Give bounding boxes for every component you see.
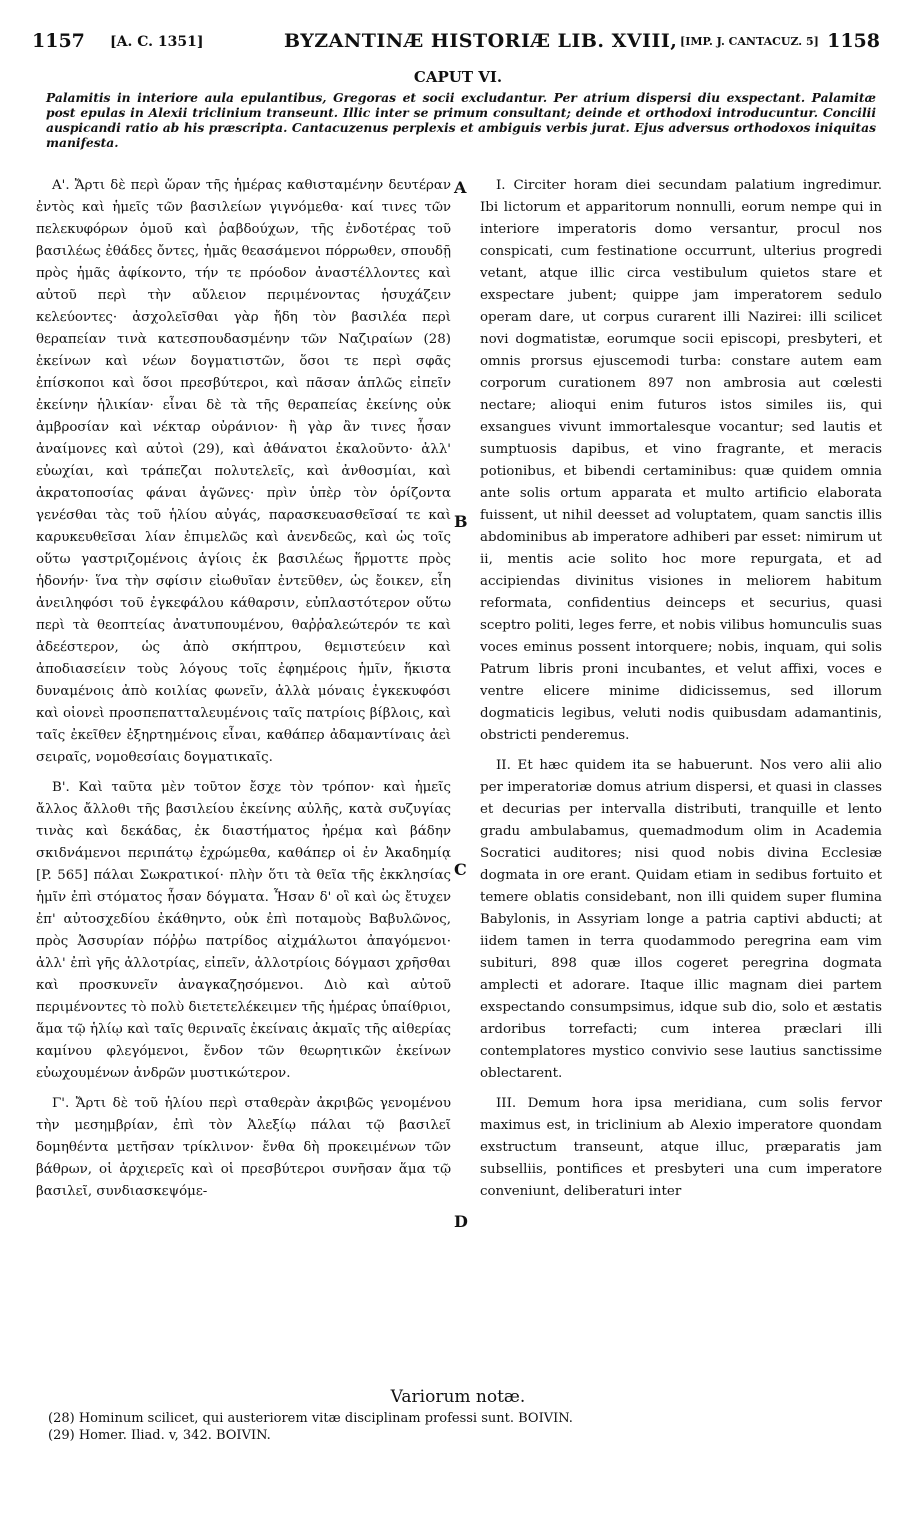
greek-column xyxy=(36,175,451,1375)
page-number-left: 1157 xyxy=(32,30,85,52)
latin-paragraph-3: III. Demum hora ipsa meridiana, cum solis fervor maximus est, in triclinium ab Alexio imperatore quondam exstructum transeunt, atque illuc, præparatis jam subselliis, pontifices et presbyteri una cum imperatore conveniunt, deliberaturi inter xyxy=(480,1096,882,1199)
section-marker-d: D xyxy=(454,1212,468,1231)
chapter-summary: Palamitis in interiore aula epulantibus, Gregoras et socii excludantur. Per atrium dispersi diu exspectant. Palamitæ post epulas in Alexii triclinium transeunt. Illic inter se primum consultant; deinde et orthodoxi introducuntur. Concilii auspicandi ratio ab his præscripta. Cantacuzenus perplexis et ambiguis verbis jurat. Ejus adversus orthodoxos iniquitas manifesta. xyxy=(46,90,876,150)
latin-paragraph-1: I. Circiter horam diei secundam palatium ingredimur. Ibi lictorum et apparitorum nonnulli, eorum nempe qui in interiore imperatoris domo versantur, procul nos conspicati, cum festinatione occurrunt, ulterius progredi vetant, atque illic circa vestibulum quietos stare et exspectare jubent; quippe jam imperatorem sedulo operam dare, ut corpus curarent illi Nazirei: illi scilicet novi dogmatistæ, eorumque socii episcopi, presbyteri, et omnis prorsus ejuscemodi turba: constare autem eam corporum curationem 897 non ambrosia aut cœlesti nectare; alioqui enim futuros istos similes iis, qui exsangues vivunt immortalesque vocantur; sed lautis et sumptuosis dapibus, et vino fragrante, et meracis potionibus, et bibendi certaminibus: quæ quidem omnia ante solis ortum apparata et multo artificio elaborata fuissent, ut nihil deesset ad voluptatem, quam sanctis illis abdominibus ab imperatore adhiberi par esset: nimirum ut ii, mentis acie solito hoc more repurgata, et ad accipiendas divinitus visiones in meliorem habitum reformata, confidentius deinceps et securius, quasi sceptro politi, leges ferre, et nobis vilibus homunculis suas voces eminus possent intorquere; nobis, inquam, qui solis Patrum libris proni incubantes, et velut affixi, voces e ventre elicere minime didicissemus, sed illorum dogmaticis legibus, veluti nodis quibusdam adamantinis, obstricti penderemus. xyxy=(480,178,882,743)
running-date: [A. C. 1351] xyxy=(110,34,204,50)
page-header xyxy=(32,30,880,56)
greek-paragraph-2: Β'. Καὶ ταῦτα μὲν τοῦτον ἔσχε τὸν τρόπον· καὶ ἡμεῖς ἄλλος ἄλλοθι τῆς βασιλείου ἐκείνης αὐλῆς, κατὰ συζυγίας τινὰς καὶ δεκάδας, ἐκ διαστήματος ἠρέμα καὶ βάδην σκιδνάμενοι περιπάτῳ ἐχρώμεθα, καθάπερ οἱ ἐν Ἀκαδημίᾳ [P. 565] πάλαι Σωκρατικοί· πλὴν ὅτι τὰ θεῖα τῆς ἐκκλησίας ἡμῖν ἐπὶ στόματος ἦσαν δόγματα. Ἦσαν δ' οἳ καὶ ὡς ἔτυχεν ἐπ' αὐτοσχεδίου ἐκάθηντο, οὐκ ἐπὶ ποταμοὺς Βαβυλῶνος, πρὸς Ἀσσυρίαν πόῤῥω πατρίδος αἰχμάλωτοι ἀπαγόμενοι· ἀλλ' ἐπὶ γῆς ἀλλοτρίας, εἰπεῖν, ἀλλοτρίοις δόγμασι χρῆσθαι καὶ προσκυνεῖν ἀναγκαζησόμενοι. Διὸ καὶ αὐτοῦ περιμένοντες τὸ πολὺ διετετελέκειμεν τῆς ἡμέρας ὑπαίθριοι, ἅμα τῷ ἡλίῳ καὶ ταῖς θεριναῖς ἐκείναις ἀκμαῖς τῆς αἰθερίας καμίνου φλεγόμενοι, ἔνδον τῶν θεωρητικῶν ἐκείνων εὐωχουμένων ἀνδρῶν μυστικώτερον. xyxy=(36,780,451,1081)
footnote-29: (29) Homer. Iliad. v, 342. BOIVIN. xyxy=(48,1428,271,1443)
notes-heading: Variorum notæ. xyxy=(390,1387,526,1407)
latin-paragraph-2: II. Et hæc quidem ita se habuerunt. Nos vero alii alio per imperatoriæ domus atrium dispersi, et quasi in classes et decurias per intervalla distributi, tranquille et lento gradu ambulabamus, quemadmodum olim in Academia Socratici auditores; nisi quod nobis divina Ecclesiæ dogmata in ore erant. Quidam etiam in sedibus fortuito et temere oblatis considebant, non illi quidem super flumina Babylonis, in Assyriam longe a patria captivi abducti; at iidem tamen in terra quodammodo peregrina eam vim subituri, 898 quæ illos cogeret peregrina dogmata amplecti et adorare. Itaque illic magnam diei partem exspectando consumpsimus, idque sub dio, solo et æstatis ardoribus torrefacti; cum interea præclari illi contemplatores mystico convivio sese lautius sanctissime oblectarent. xyxy=(480,758,882,1081)
section-marker-c: C xyxy=(454,860,467,879)
running-imperator: [IMP. J. CANTACUZ. 5] xyxy=(680,35,819,48)
greek-paragraph-1: Α'. Ἄρτι δὲ περὶ ὥραν τῆς ἡμέρας καθισταμένην δευτέραν ἐντὸς καὶ ἡμεῖς τῶν βασιλείων γιγνόμεθα· καί τινες τῶν πελεκυφόρων ὁμοῦ καὶ ῥαβδούχων, τῆς ἐνδοτέρας τοῦ βασιλέως ἐθάδες ὄντες, ἡμᾶς θεασάμενοι πόρρωθεν, σπουδῇ πρὸς ἡμᾶς ἀφίκοντο, τήν τε πρόοδον ἀναστέλλοντες καὶ αὐτοῦ περὶ τὴν αὔλειον περιμένοντας ἡσυχάζειν κελεύοντες· ἀσχολεῖσθαι γὰρ ἤδη τὸν βασιλέα περὶ θεραπείαν τινὰ κατεσπουδασμένην τῶν Ναζιραίων (28) ἐκείνων καὶ νέων δογματιστῶν, ὅσοι τε περὶ σφᾶς ἐπίσκοποι καὶ ὅσοι πρεσβύτεροι, καὶ πᾶσαν ἁπλῶς εἰπεῖν ἐκείνην ἡλικίαν· εἶναι δὲ τὰ τῆς θεραπείας ἐκείνης οὐκ ἀμβροσίαν καὶ νέκταρ οὐράνιον· ἢ γὰρ ἂν τινες ἦσαν ἀναίμονες καὶ αὐτοὶ (29), καὶ ἀθάνατοι ἐκαλοῦντο· ἀλλ' εὐωχίαι, καὶ τράπεζαι πολυτελεῖς, καὶ ἀνθοσμίαι, καὶ ἀκρατοποσίας φάναι ἀγῶνες· πρὶν ὑπὲρ τὸν ὁρίζοντα γενέσθαι τὰς τοῦ ἡλίου αὐγάς, παρασκευασθεῖσαί τε καὶ καρυκευθεῖσαι λίαν ἐπιμελῶς καὶ ἀνενδεῶς, καὶ ὡς τοῖς οὕτω γαστριζομένοις ἁγίοις ἐκ βασιλέως ἥρμοττε πρὸς ἡδονήν· ἵνα τὴν σφίσιν εἰωθυῖαν ἐντεῦθεν, ὡς ἔοικεν, εἶη ἀνειληφόσι τοῦ ἐγκεφάλου κάθαρσιν, εὐπλαστότερον οὕτω περὶ τὰ θεοπτείας ἀνατυπουμένου, θαῤῥαλεώτερόν τε καὶ ἀδεέστερον, ὡς ἀπὸ σκήπτρου, θεμιστεύειν καὶ ἀποδιασείειν τοὺς λόγους τοῖς ἐφημέροις ἡμῖν, ἥκιστα δυναμένοις ἀπὸ κοιλίας φωνεῖν, ἀλλὰ μόναις ἐγκεκυφόσι καὶ οἱονεὶ προσπεπατταλευμένοις ταῖς πατρίοις βίβλοις, καὶ ταῖς ἐκεῖθεν ἐξηρτημένοις εἶναι, καθάπερ ἀδαμαντίναις ἀεὶ σειραῖς, νομοθεσίαις δογματικαῖς. xyxy=(36,178,451,765)
page-number-right: 1158 xyxy=(827,30,880,52)
running-title: BYZANTINÆ HISTORIÆ LIB. XVIII, xyxy=(284,30,678,52)
chapter-heading: CAPUT VI. xyxy=(413,68,503,86)
footnote-28: (28) Hominum scilicet, qui austeriorem vitæ disciplinam professi sunt. BOIVIN. xyxy=(48,1411,573,1426)
section-marker-b: B xyxy=(454,512,468,531)
latin-column xyxy=(480,175,882,1375)
greek-paragraph-3: Γ'. Ἄρτι δὲ τοῦ ἡλίου περὶ σταθερὰν ἀκριβῶς γενομένου τὴν μεσημβρίαν, ἐπὶ τὸν Ἀλεξίῳ πάλαι τῷ βασιλεῖ δομηθέντα μετῆσαν τρίκλινον· ἔνθα δὴ προκειμένων τῶν βάθρων, οἱ ἀρχιερεῖς καὶ οἱ πρεσβύτεροι συνῆσαν ἅμα τῷ βασιλεῖ, συνδιασκεψόμε- xyxy=(36,1096,451,1199)
section-marker-a: A xyxy=(454,178,467,197)
footnotes xyxy=(48,1410,868,1444)
